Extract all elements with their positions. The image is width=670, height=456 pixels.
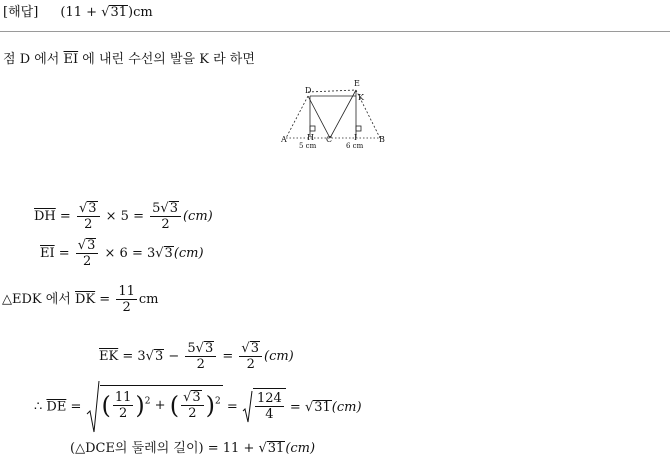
eq5-seg: $\overline{DE}$ — [46, 399, 67, 415]
label-e: E — [354, 79, 360, 88]
eq3-den: 2 — [122, 300, 131, 315]
eq5-res-root: 31 — [314, 399, 331, 415]
label-len-cb: 6 cm — [346, 142, 364, 150]
edge-dc — [308, 96, 330, 138]
eq5-radical-2 — [242, 390, 286, 424]
eq5-a-den: 2 — [119, 406, 128, 421]
eq6-text: (△DCE의 둘레의 길이) = 11 + — [70, 441, 259, 456]
eq2-frac: $\frac{√3}{2}$ — [76, 238, 99, 269]
eq5-frac-a — [113, 390, 134, 421]
eq5-therefore: ∴ — [34, 399, 47, 415]
eq5-a-num: 11 — [114, 390, 132, 405]
equation-dk — [2, 284, 158, 315]
radical-sign-icon — [86, 380, 100, 434]
eq2-num: 3 — [87, 238, 96, 253]
label-i: I — [354, 133, 358, 142]
equation-de: ∴ $\overline{DE}$ = ( $\frac{11}{2}$ )$^2$ + ( $\frac{√3}{2}$ )$^2$ = $\frac{124}{4}$ = √31(cm) — [34, 380, 362, 434]
eq2-den: 2 — [82, 254, 92, 269]
eq1-res-root: 3 — [169, 201, 178, 216]
equation-ei: $\overline{EI}$ = $\frac{√3}{2}$ × 6 = 3√3(cm) — [40, 238, 204, 269]
eq2-times: × 6 = 3 — [104, 246, 156, 261]
answer-header: [해답] (11 + √31)cm — [3, 5, 153, 20]
edge-da — [286, 96, 308, 138]
equation-perimeter: (△DCE의 둘레의 길이) = 11 + √31(cm) — [70, 441, 316, 456]
eq4-eq: = 3 — [118, 349, 146, 364]
eq1-res-den: 2 — [161, 217, 170, 232]
eq4-minus: − — [164, 349, 184, 364]
eq1-seg: $\overline{DH}$ — [34, 209, 56, 224]
intro-segment: $\overline{EI}$ — [63, 52, 79, 67]
right-angle-i — [356, 126, 361, 131]
eq3-prefix: △EDK 에서 — [2, 292, 76, 307]
equation-dh: $\overline{DH}$ = $\frac{√3}{2}$ × 5 = $\frac{5√3}{2}$ (cm) — [34, 201, 213, 232]
equation-ek: $\overline{EK} = 3√3$ − $\frac{5√3}{2}$ = $\frac{√3}{2}$ (cm) — [99, 341, 294, 372]
eq5-unit: (cm) — [331, 399, 362, 415]
eq5-eq3: = — [289, 399, 305, 415]
eq3-unit: cm — [138, 292, 159, 307]
intro-part2: 에 내린 수선의 발을 K 라 하면 — [78, 52, 255, 67]
eq6-unit: (cm) — [285, 441, 316, 456]
eq1-unit: (cm) — [182, 209, 213, 224]
eq4-res-root: 3 — [250, 341, 259, 356]
eq4-num-coef: 5 — [187, 341, 196, 356]
eq5-frac-b: $\frac{√3}{2}$ — [181, 390, 204, 421]
eq5-plus: + — [150, 398, 170, 413]
eq4-den: 2 — [196, 357, 205, 372]
eq4-frac: $\frac{5√3}{2}$ — [185, 341, 216, 372]
label-c: C — [326, 135, 333, 144]
eq5-c-den: 4 — [265, 407, 274, 422]
eq4-num-root: 3 — [204, 341, 214, 356]
eq1-frac: $\frac{√3}{2}$ — [77, 201, 100, 232]
eq2-unit: (cm) — [173, 246, 204, 261]
radical-sign-2-icon — [242, 390, 253, 424]
eq5-radical: ( $\frac{11}{2}$ )$^2$ + ( $\frac{√3}{2}$ )$^2$ — [86, 380, 223, 434]
eq1-times: × 5 = — [105, 209, 144, 224]
answer-root: 31 — [110, 5, 128, 20]
eq5-sq-b: 2 — [215, 396, 221, 407]
eq5-eq: = — [66, 399, 86, 415]
eq5-b-den: 2 — [188, 406, 197, 421]
intro-sentence — [3, 48, 255, 67]
eq4-root1: 3 — [154, 349, 164, 364]
eq4-eq2: = — [218, 349, 238, 364]
eq5-sq-a: 2 — [144, 396, 151, 407]
edge-de — [308, 90, 356, 92]
eq3-num: 11 — [118, 284, 135, 299]
eq4-res-den: 2 — [246, 357, 255, 372]
label-k: K — [358, 93, 364, 102]
eq4-unit: (cm) — [264, 349, 294, 364]
right-angle-h — [310, 126, 315, 131]
answer-open: (11 + — [60, 5, 102, 20]
eq5-b-root: 3 — [192, 390, 201, 405]
intro-part1: 점 D 에서 — [3, 52, 64, 67]
eq3-seg: $\overline{DK}$ — [75, 292, 96, 307]
eq2-seg: $\overline{EI}$ — [40, 246, 55, 261]
label-b: B — [379, 135, 385, 144]
eq5-c-num: 124 — [256, 391, 282, 406]
eq5-frac-c — [255, 391, 284, 422]
label-a: A — [281, 135, 287, 144]
geometry-figure — [280, 78, 392, 150]
eq6-root: 31 — [267, 441, 285, 456]
eq4-result: $\frac{√3}{2}$ — [239, 341, 262, 372]
eq3-frac — [116, 284, 137, 315]
eq1-num: 3 — [88, 201, 97, 216]
edge-ec — [330, 90, 356, 138]
eq1-result: $\frac{5√3}{2}$ — [150, 201, 181, 232]
eq5-eq2: = — [226, 399, 242, 415]
divider — [0, 31, 670, 32]
label-h: H — [307, 133, 314, 142]
label-len-ac: 5 cm — [299, 142, 317, 150]
eq1-den: 2 — [84, 217, 93, 232]
eq3-eq: = — [95, 292, 115, 307]
answer-close: )cm — [128, 5, 153, 20]
label-d: D — [305, 86, 312, 95]
eq4-seg: $\overline{EK}$ — [99, 349, 119, 364]
answer-label: [해답] — [3, 5, 39, 20]
eq1-res-coef: 5 — [152, 201, 161, 216]
eq2-res-root: 3 — [164, 246, 173, 261]
